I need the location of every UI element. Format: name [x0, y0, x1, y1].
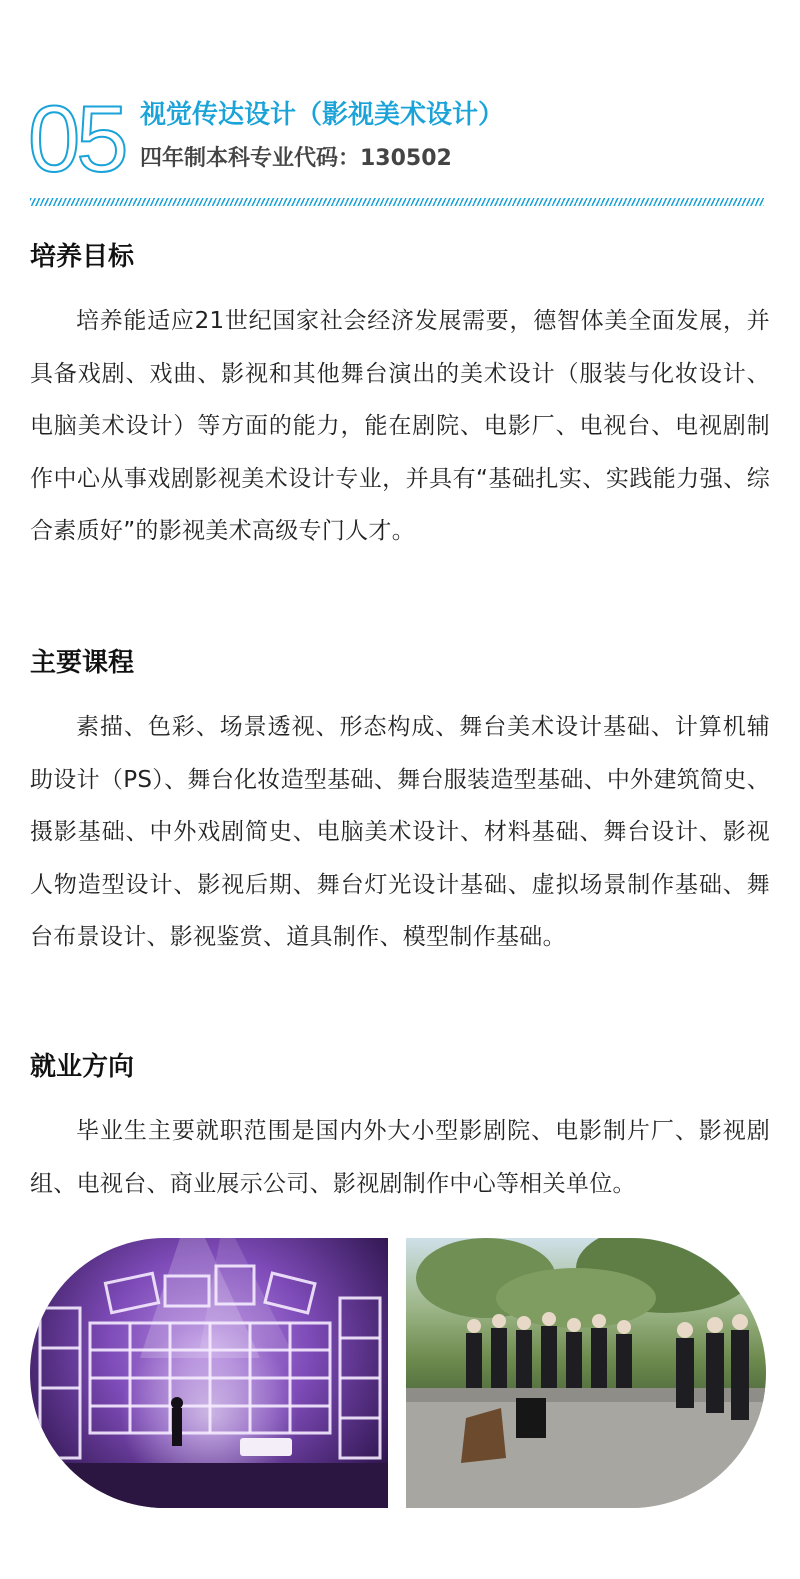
- main-courses-heading: 主要课程: [30, 648, 135, 678]
- major-title: 视觉传达设计（影视美术设计）: [140, 100, 505, 130]
- hatched-divider: [30, 198, 764, 206]
- major-header: [28, 86, 772, 191]
- outdoor-sketching-class-photo: [406, 1238, 766, 1508]
- main-courses-section: [30, 646, 770, 964]
- main-courses-text: 素描、色彩、场景透视、形态构成、舞台美术设计基础、计算机辅助设计（PS）、舞台化妆造型基础、舞台服装造型基础、中外建筑简史、摄影基础、中外戏剧简史、电脑美术设计、材料基础、舞台设计、影视人物造型设计、影视后期、舞台灯光设计基础、虚拟场景制作基础、舞台布景设计、影视鉴赏、道具制作、模型制作基础。: [30, 714, 770, 950]
- career-text: 毕业生主要就职范围是国内外大小型影剧院、电影制片厂、影视剧组、电视台、商业展示公司、影视剧制作中心等相关单位。: [30, 1118, 770, 1197]
- outdoor-class-illustration: [406, 1238, 766, 1508]
- stage-set-photo: [30, 1238, 388, 1508]
- career-section: [30, 1050, 770, 1210]
- training-goal-section: [30, 240, 770, 558]
- major-code: 四年制本科专业代码：130502: [140, 146, 452, 171]
- training-goal-heading: 培养目标: [30, 242, 135, 272]
- training-goal-text: 培养能适应21世纪国家社会经济发展需要，德智体美全面发展，并具备戏剧、戏曲、影视和其他舞台演出的美术设计（服装与化妆设计、电脑美术设计）等方面的能力，能在剧院、电影厂、电视台、电视剧制作中心从事戏剧影视美术设计专业，并具有“基础扎实、实践能力强、综合素质好”的影视美术高级专门人才。: [30, 308, 770, 544]
- career-heading: 就业方向: [30, 1052, 135, 1082]
- stage-set-illustration: [30, 1238, 388, 1508]
- section-number: 05: [28, 86, 125, 191]
